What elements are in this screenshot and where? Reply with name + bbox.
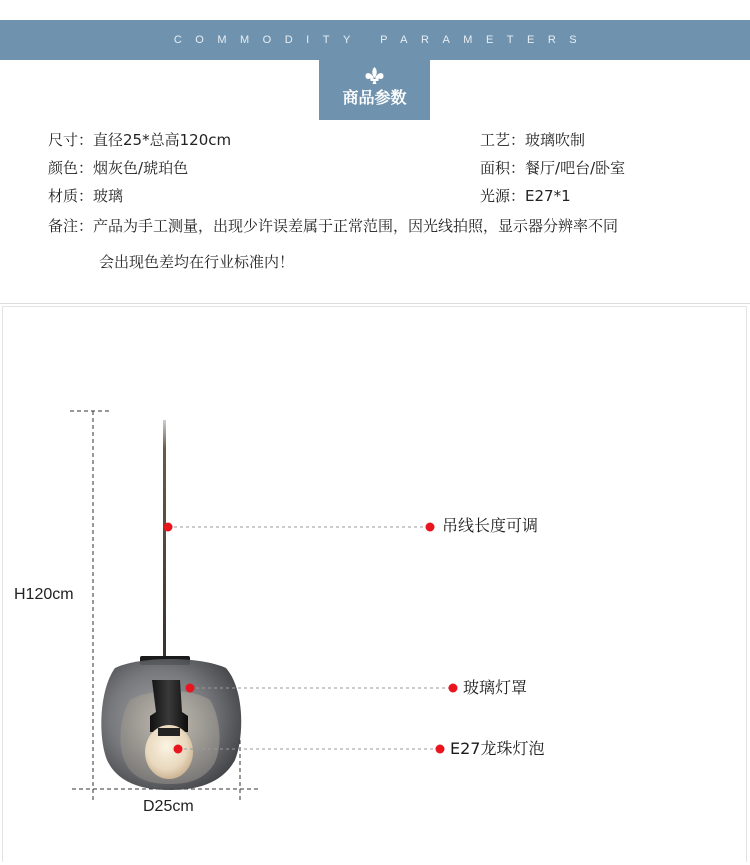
param-material-label: 材质： [48, 187, 94, 205]
param-material-value: 玻璃 [93, 187, 124, 205]
cord-marker-end [426, 523, 435, 532]
param-area-label: 面积： [480, 159, 526, 177]
callout-cord: 吊线长度可调 [442, 516, 539, 535]
callout-shade: 玻璃灯罩 [463, 678, 528, 697]
bulb-marker-start [174, 745, 183, 754]
param-note-label: 备注： [48, 217, 94, 235]
callout-bulb: E27龙珠灯泡 [450, 739, 545, 758]
height-label: H120cm [14, 586, 74, 603]
param-craft-value: 玻璃吹制 [525, 131, 586, 149]
section-title: 商品参数 [342, 88, 407, 107]
bulb-marker-end [436, 745, 445, 754]
shade-marker-end [449, 684, 458, 693]
param-light-source-label: 光源： [480, 187, 526, 205]
diameter-label: D25cm [143, 798, 194, 815]
shade-marker-start [186, 684, 195, 693]
param-area-value: 餐厅/吧台/卧室 [525, 159, 626, 177]
param-size-value: 直径25*总高120cm [93, 131, 232, 149]
param-color-value: 烟灰色/琥珀色 [93, 159, 189, 177]
param-craft-label: 工艺： [480, 131, 526, 149]
bulb-base [158, 728, 180, 736]
cord-marker-start [164, 523, 173, 532]
param-size-label: 尺寸： [48, 131, 94, 149]
param-note-line2: 会出现色差均在行业标准内！ [99, 253, 295, 271]
lamp-cord [163, 420, 166, 660]
banner-title: COMMODITY PARAMETERS [173, 34, 591, 46]
param-light-source-value: E27*1 [525, 187, 571, 205]
param-note-line1: 产品为手工测量，出现少许误差属于正常范围，因光线拍照，显示器分辨率不同 [93, 217, 619, 235]
param-color-label: 颜色： [48, 159, 94, 177]
